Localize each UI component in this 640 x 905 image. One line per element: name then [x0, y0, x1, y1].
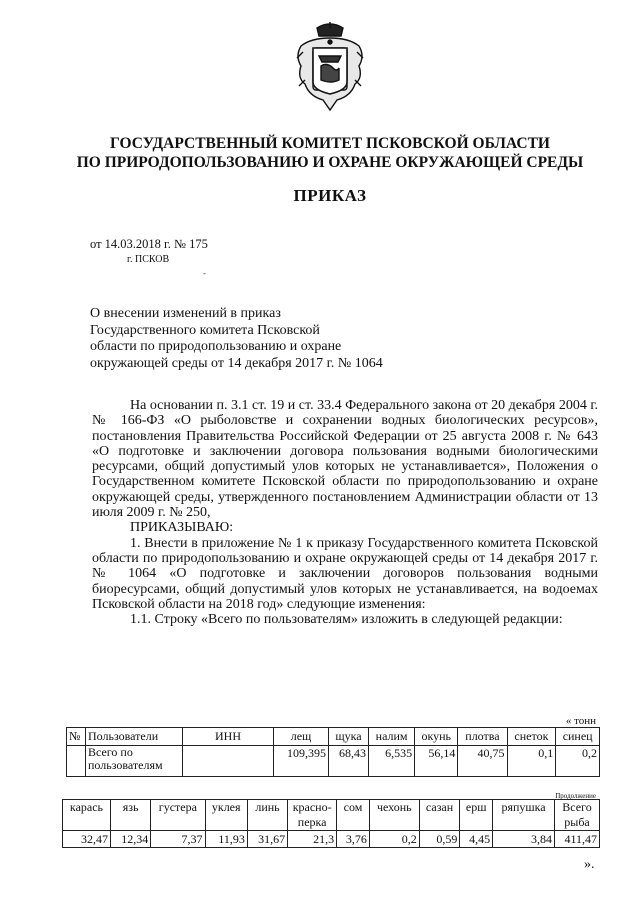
table-row [63, 831, 600, 848]
table-header-cell: сом [337, 800, 370, 831]
table-header-cell: чехонь [369, 800, 419, 831]
table-header-cell: ряпушка [493, 800, 555, 831]
subject-line: окружающей среды от 14 декабря 2017 г. № 1064 [90, 355, 383, 371]
table-cell: 68,43 [329, 746, 369, 777]
table-header-cell: налим [369, 728, 415, 746]
subject-line: области по природопользованию и охране [90, 339, 342, 354]
agency-name-line2: ПО ПРИРОДОПОЛЬЗОВАНИЮ И ОХРАНЕ ОКРУЖАЮЩЕЙ СРЕДЫ [76, 154, 584, 171]
agency-name [60, 134, 600, 172]
table-cell: 0,1 [507, 746, 556, 777]
order-word: ПРИКАЗЫВАЮ: [130, 520, 234, 536]
separator-mark: - [203, 268, 206, 278]
table-header-cell: окунь [415, 728, 458, 746]
table-cell [183, 746, 274, 777]
subject-line: Государственного комитета Псковской [90, 322, 320, 338]
table-cell: 7,37 [151, 831, 205, 848]
table-header-cell: Пользователи [86, 728, 183, 746]
closing-quote: ». [584, 857, 595, 872]
table-header-cell: плотва [458, 728, 507, 746]
subject-block [90, 306, 450, 372]
table-cell: 32,47 [63, 831, 111, 848]
table-header-cell: уклея [205, 800, 247, 831]
table-cell: 0,2 [369, 831, 419, 848]
item-1-1-paragraph: 1.1. Строку «Всего по пользователям» изложить в следующей редакции: [130, 612, 563, 628]
catch-table-1 [66, 727, 600, 777]
table-cell [67, 746, 86, 777]
agency-name-line1: ГОСУДАРСТВЕННЫЙ КОМИТЕТ ПСКОВСКОЙ ОБЛАСТИ [109, 135, 550, 152]
table-header-row [63, 800, 600, 831]
basis-paragraph: На основании п. 3.1 ст. 19 и ст. 33.4 Федерального закона от 20 декабря 2004 г. № 166-ФЗ «О рыболовстве и сохранении водных биологических ресурсов», постановления Правительства Российской Федерации от 25 августа 2008 г. № 643 «О подготовке и заключении договора пользования водными биологическими ресурсами, общий допустимый улов которых не устанавливается», Положения о Государственном комитете Псковской области по природопользованию и охране окружающей среды, утвержденного постановлением Администрации области от 13 июля 2009 г. № 250, [92, 398, 598, 521]
table-cell: 21,3 [288, 831, 337, 848]
table-cell: 0,2 [556, 746, 600, 777]
table-header-cell: линь [247, 800, 287, 831]
table-header-cell: язь [110, 800, 150, 831]
subject-line: О внесении изменений в приказ [90, 306, 281, 321]
table-cell: 3,76 [337, 831, 370, 848]
table-header-row [67, 728, 600, 746]
table-cell: 6,535 [369, 746, 415, 777]
coat-of-arms-emblem [293, 22, 367, 114]
table-header-cell: щука [329, 728, 369, 746]
table-header-cell: густера [151, 800, 205, 831]
table-header-cell: синец [556, 728, 600, 746]
catch-table-2 [62, 799, 600, 848]
table-cell: 56,14 [415, 746, 458, 777]
table-cell: 12,34 [110, 831, 150, 848]
table-header-cell: красно-перка [288, 800, 337, 831]
table-cell: Всего по пользователям [86, 746, 183, 777]
table-header-cell: снеток [507, 728, 556, 746]
table-header-cell: лещ [274, 728, 329, 746]
table-cell: 4,45 [460, 831, 493, 848]
table-header-cell: карась [63, 800, 111, 831]
table-cell: 411,47 [555, 831, 600, 848]
city-name: г. ПСКОВ [127, 254, 170, 265]
table-cell: 0,59 [419, 831, 460, 848]
document-body [92, 398, 598, 627]
table-row [67, 746, 600, 777]
table-cell: 109,395 [274, 746, 329, 777]
units-label: « тонн [565, 715, 596, 727]
table-cell: 31,67 [247, 831, 287, 848]
table-header-cell: № [67, 728, 86, 746]
date-number: от 14.03.2018 г. № 175 [90, 237, 208, 251]
table-header-cell: ИНН [183, 728, 274, 746]
table-cell: 11,93 [205, 831, 247, 848]
document-type-title: ПРИКАЗ [293, 186, 367, 205]
table-header-cell: сазан [419, 800, 460, 831]
continuation-label: Продолжение [555, 792, 596, 800]
table-header-cell: ерш [460, 800, 493, 831]
table-cell: 3,84 [493, 831, 555, 848]
table-header-cell: Всего рыба [555, 800, 600, 831]
item-1-paragraph: 1. Внести в приложение № 1 к приказу Государственного комитета Псковской области по природопользованию и охране окружающей среды от 14 декабря 2017 г. № 1064 «О подготовке и заключении договоров пользования водными биоресурсами, общий допустимый улов которых не устанавливается, на водоемах Псковской области на 2018 год» следующие изменения: [92, 535, 598, 612]
table-cell: 40,75 [458, 746, 507, 777]
